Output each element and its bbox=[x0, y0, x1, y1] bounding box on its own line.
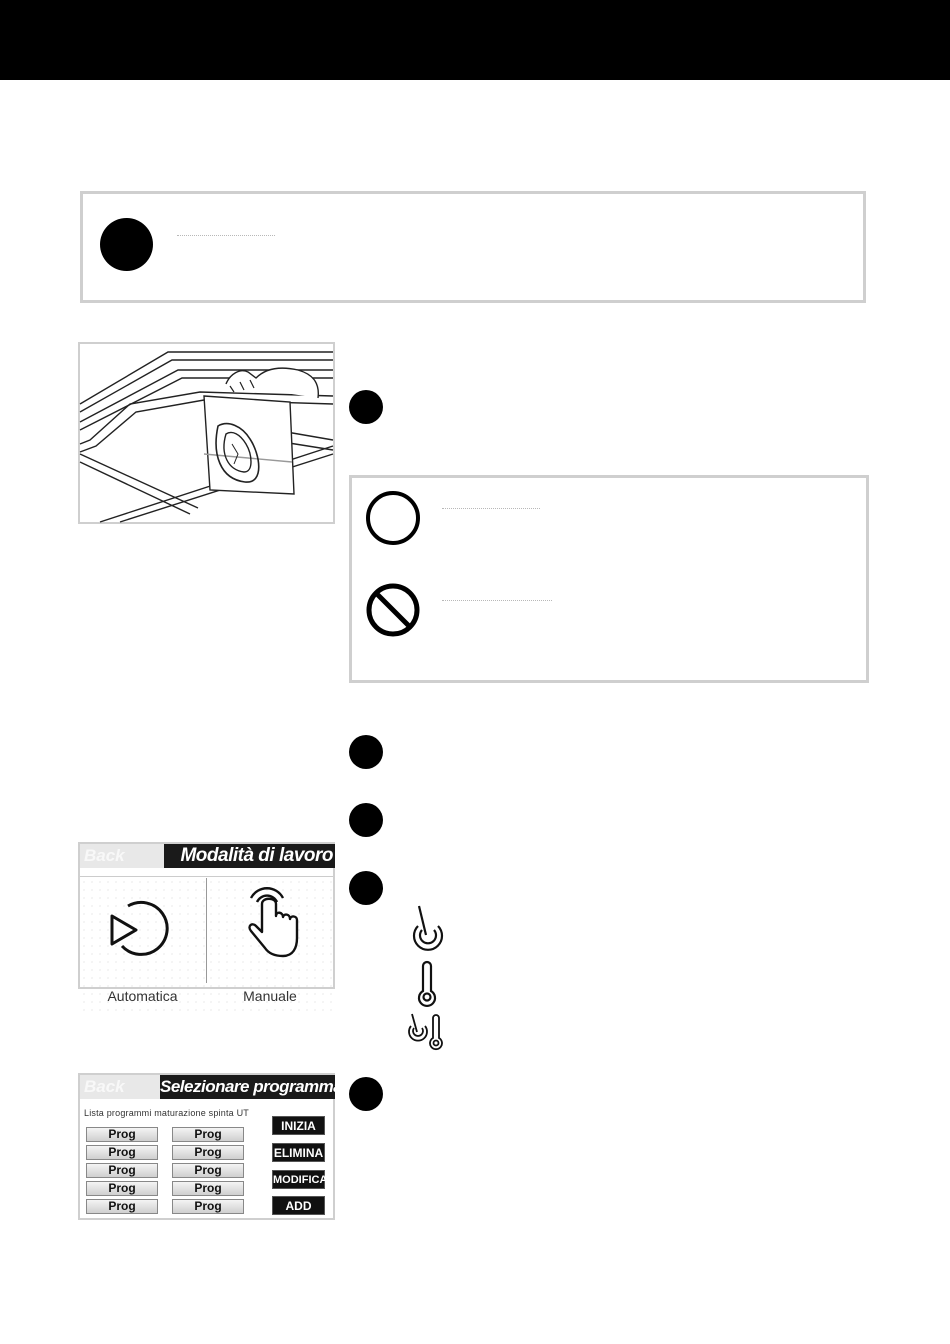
start-button[interactable]: INIZIA bbox=[272, 1116, 325, 1135]
probe-thermometer-icon bbox=[406, 1012, 448, 1052]
delete-button[interactable]: ELIMINA bbox=[272, 1143, 325, 1162]
screen-title: Modalità di lavoro bbox=[164, 844, 335, 868]
program-button[interactable]: Prog bbox=[86, 1181, 158, 1196]
program-button[interactable]: Prog bbox=[86, 1199, 158, 1214]
empty-circle-icon bbox=[365, 490, 421, 546]
step-dot-3 bbox=[349, 803, 383, 837]
program-button[interactable]: Prog bbox=[172, 1163, 244, 1178]
step-dot-4 bbox=[349, 871, 383, 905]
warning-rule-2 bbox=[442, 600, 552, 601]
vacuum-bag-illustration bbox=[78, 342, 335, 524]
program-button[interactable]: Prog bbox=[172, 1145, 244, 1160]
program-button[interactable]: Prog bbox=[172, 1127, 244, 1142]
mode-automatic-button[interactable] bbox=[80, 878, 205, 1014]
note-rule bbox=[177, 235, 275, 236]
step-dot-5 bbox=[349, 1077, 383, 1111]
thermometer-icon bbox=[414, 962, 440, 1006]
work-mode-screen bbox=[78, 842, 335, 1004]
prohibition-icon bbox=[365, 582, 421, 638]
program-button[interactable]: Prog bbox=[86, 1163, 158, 1178]
program-button[interactable]: Prog bbox=[172, 1181, 244, 1196]
auto-cycle-icon bbox=[106, 892, 176, 962]
step-dot-2 bbox=[349, 735, 383, 769]
mode-manual-label: Manuale bbox=[243, 988, 297, 1004]
note-box bbox=[80, 191, 866, 303]
screen-title: Selezionare programma bbox=[160, 1075, 335, 1099]
warning-box bbox=[349, 475, 869, 683]
program-select-screen bbox=[78, 1073, 343, 1220]
step-dot-1 bbox=[349, 390, 383, 424]
header-bar bbox=[0, 0, 950, 80]
edit-button[interactable]: MODIFICA bbox=[272, 1170, 325, 1189]
touch-hand-icon bbox=[241, 882, 301, 962]
ultrasound-probe-icon bbox=[410, 904, 444, 952]
back-button[interactable]: Back bbox=[80, 1075, 162, 1099]
program-button[interactable]: Prog bbox=[86, 1127, 158, 1142]
program-list-caption: Lista programmi maturazione spinta UT bbox=[84, 1108, 249, 1118]
back-button[interactable]: Back bbox=[80, 844, 164, 868]
program-button[interactable]: Prog bbox=[172, 1199, 244, 1214]
add-button[interactable]: ADD bbox=[272, 1196, 325, 1215]
mode-automatic-label: Automatica bbox=[107, 988, 178, 1004]
divider bbox=[80, 876, 333, 877]
mode-manual-button[interactable] bbox=[207, 878, 333, 1014]
note-dot bbox=[100, 218, 153, 271]
warning-rule-1 bbox=[442, 508, 540, 509]
program-button[interactable]: Prog bbox=[86, 1145, 158, 1160]
